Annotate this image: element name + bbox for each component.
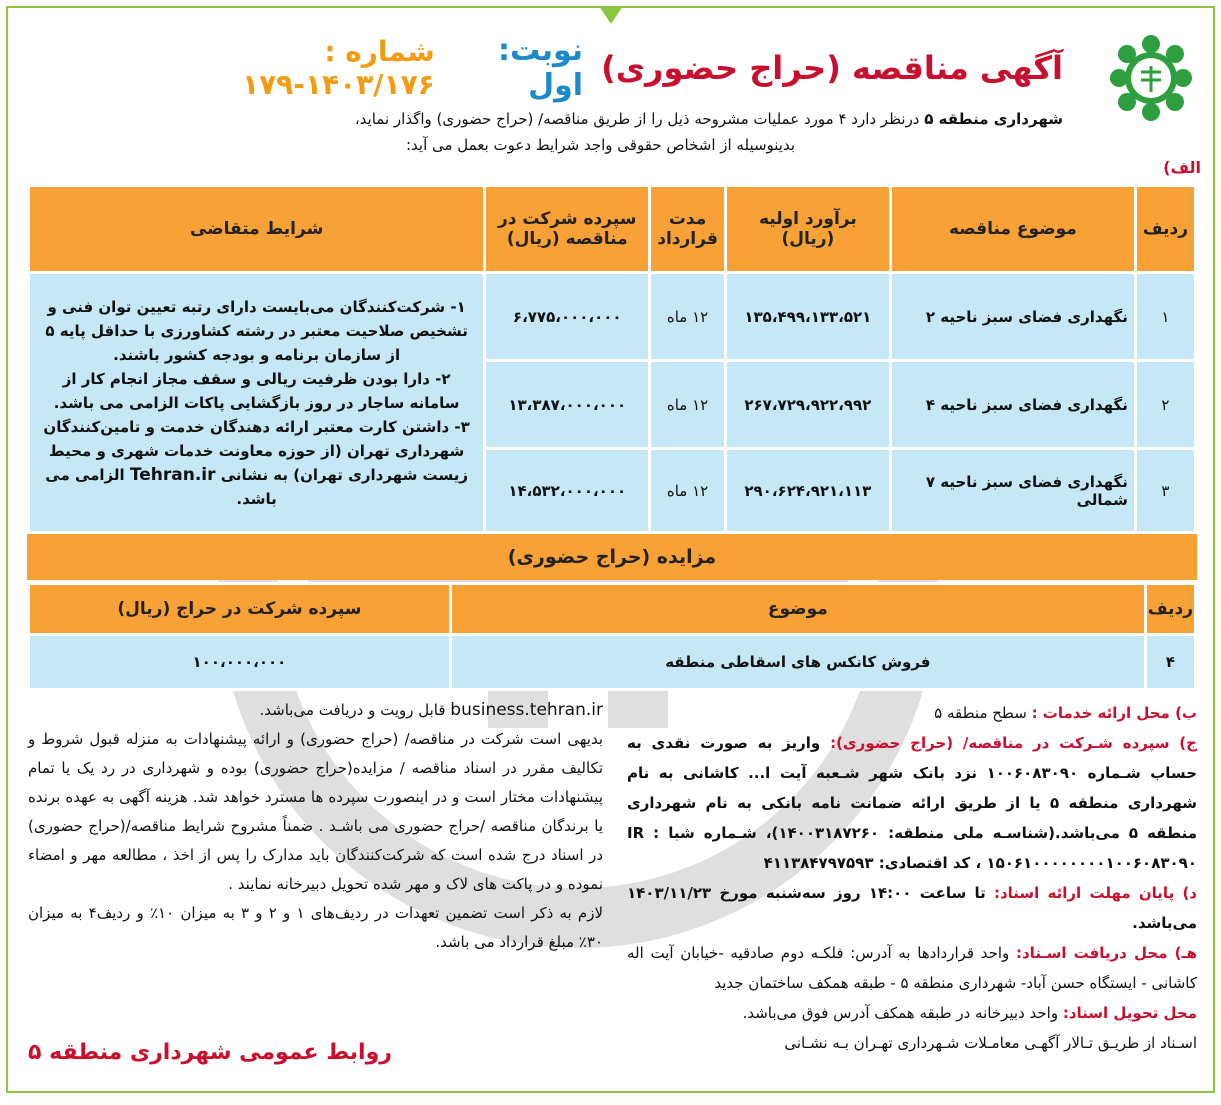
org-name: شهرداری منطقه ۵ (924, 110, 1063, 128)
tehran-ir-link: Tehran.ir (129, 464, 216, 485)
row-number: ۱ (1135, 273, 1195, 361)
col-conditions: شرایط متقاضی (29, 186, 485, 273)
intro-line2: بدینوسیله از اشخاص حقوقی واجد شرایط دعوت بعمل می آید: (405, 136, 796, 154)
auction-title: مزایده (حراج حضوری) (27, 534, 1197, 580)
auction-table (27, 582, 1197, 691)
row-deposit: ۶،۷۷۵،۰۰۰،۰۰۰ (485, 273, 650, 361)
title-row (158, 33, 1063, 103)
turn-group (453, 33, 583, 103)
col-subject: موضوع مناقصه (890, 186, 1135, 273)
auction-row-deposit: ۱۰۰،۰۰۰،۰۰۰ (29, 635, 451, 690)
row-estimate: ۲۹۰،۶۲۴،۹۲۱،۱۱۳ (725, 449, 890, 533)
turn-label: نوبت: (497, 33, 584, 68)
auction-row-subject: فروش کانکس های اسقاطی منطقه (450, 635, 1145, 690)
row-duration: ۱۲ ماه (650, 273, 726, 361)
col-duration: مدت قرارداد (650, 186, 726, 273)
details-left (28, 696, 603, 957)
row-duration: ۱۲ ماه (650, 449, 726, 533)
row-subject: نگهداری فضای سبز ناحیه ۲ (890, 273, 1135, 361)
condition-2: ۲- دارا بودن ظرفیت ریالی و سقف مجاز انجام کار از سامانه ساجار در روز بازگشایی پاکات الزامی می باشد. (53, 369, 460, 412)
number-group (158, 35, 435, 101)
top-marker (599, 6, 623, 24)
condition-3: ۳- داشتن کارت معتبر ارائه دهندگان خدمت و تامین‌کنندگان شهرداری تهران (از حوزه معاونت خدمات شهری و محیط زیست شهرداری تهران) به نشانی Tehran.ir الزامی می باشد. (43, 417, 470, 508)
tender-notice (6, 6, 1215, 1093)
conditions-cell (29, 273, 485, 533)
service-location: ب) محل ارائه خدمات : سطح منطقه ۵ (934, 704, 1197, 722)
intro-line1: درنظر دارد ۴ مورد عملیات مشروحه ذیل را از طریق مناقصه/ (حراج حضوری) واگذار نماید، (354, 110, 925, 128)
col-row: ردیف (1135, 186, 1195, 273)
auction-col-deposit: سپرده شرکت در حراج (ریال) (29, 584, 451, 635)
details-right (627, 698, 1197, 1058)
col-deposit: سپرده شرکت در مناقصه (ریال) (485, 186, 650, 273)
number-label: شماره : (324, 35, 435, 68)
deadline: د) پایان مهلت ارائه اسناد: تا ساعت ۱۴:۰۰ روز سه‌شنبه مورخ ۱۴۰۳/۱۱/۲۳ می‌باشد. (627, 884, 1197, 932)
row-subject: نگهداری فضای سبز ناحیه ۴ (890, 361, 1135, 449)
section-a-label: الف) (1163, 158, 1201, 177)
auction-row-number: ۴ (1145, 635, 1195, 690)
terms-paragraph: بدیهی است شرکت در مناقصه/ (حراج حضوری) و ارائه پیشنهادات به منزله قبول شروط و تکالیف مقرر در اسناد مناقصه / مزایده(حراج حضوری) بوده و شهرداری در رد یک یا تمام پیشنهادات مختار است و در اینصورت سپرده ها مسترد خواهد شد. هزینه آگهی به عهده برنده یا برندگان مناقصه /حراج حضوری می باشـد . ضمناً مشروح شرایط مناقصه/(حراج حضوری) در اسناد درج شده است که شرکت‌کنندگان باید مدارک را پس از اخذ ، مطالعه مهر و امضاء نموده و در پاکت های لاک و مهر شده تحویل دبیرخانه نمایند . (28, 730, 603, 893)
row-estimate: ۱۳۵،۴۹۹،۱۳۳،۵۲۱ (725, 273, 890, 361)
row-duration: ۱۲ ماه (650, 361, 726, 449)
table-row (29, 635, 1196, 690)
row-deposit: ۱۳،۳۸۷،۰۰۰،۰۰۰ (485, 361, 650, 449)
row-number: ۳ (1135, 449, 1195, 533)
auction-col-row: ردیف (1145, 584, 1195, 635)
tender-table (27, 184, 1197, 534)
document-pickup: هـ) محل دریافت اسـناد: واحد قراردادها به آدرس: فلکـه دوم صادقیه -خیابان آیت اله کاشانی - ایستگاه حسن آباد- شهرداری منطقه ۵ - طبقه همکف ساختمان جدید (627, 944, 1197, 992)
col-estimate: برآورد اولیه (ریال) (725, 186, 890, 273)
auction-header-row (29, 584, 1196, 635)
table-row (29, 273, 1196, 361)
tender-header-row (29, 186, 1196, 273)
business-link-line: business.tehran.ir قابل رویت و دریافت می‌باشد. (259, 700, 603, 720)
auction-col-subject: موضوع (450, 584, 1145, 635)
tehran-municipality-logo (1107, 30, 1195, 126)
notice-title: آگهی مناقصه (حراج حضوری) (601, 49, 1063, 87)
row-deposit: ۱۴،۵۳۲،۰۰۰،۰۰۰ (485, 449, 650, 533)
row-estimate: ۲۶۷،۷۲۹،۹۲۲،۹۹۲ (725, 361, 890, 449)
documents-source: اسـناد از طریـق تـالار آگهـی معامـلات شـهرداری تهـران بـه نشـانی (784, 1034, 1197, 1052)
condition-1: ۱- شرکت‌کنندگان می‌بایست دارای رتبه تعیین توان فنی و تشخیص صلاحیت معتبر در رشته کشاورزی با حداقل پایه ۵ از سازمان برنامه و بودجه کشور باشند. (45, 297, 468, 364)
footer-signature: روابط عمومی شهرداری منطقه ۵ (28, 1040, 392, 1065)
intro-text (138, 106, 1063, 158)
number-value: ۱۷۹-۱۴۰۳/۱۷۶ (242, 68, 435, 101)
row-number: ۲ (1135, 361, 1195, 449)
business-link[interactable]: business.tehran.ir (450, 700, 603, 720)
turn-value: اول (528, 68, 584, 103)
row-subject: نگهداری فضای سبز ناحیه ۷ شمالی (890, 449, 1135, 533)
deposit-details: ج) سپرده شـرکت در مناقصه/ (حراج حضوری): واریز به صورت نقدی به حساب شـماره ۱۰۰۶۰۸۳۰۹۰ نزد بانک شهر شـعبه آیت ا... کاشانی به نام شهرداری منطقه ۵ یا از طریق ارائه ضمانت نامه بانکی به نام شهرداری منطقه ۵ می‌باشد.(شناسـه ملی منطقه: ۱۴۰۰۳۱۸۷۲۶۰)، شـماره شبا : IR ۱۵۰۶۱۰۰۰۰۰۰۰۰۱۰۰۶۰۸۳۰۹۰ ، کد اقتصادی: ۴۱۱۳۸۴۷۹۷۵۹۳ (627, 734, 1197, 872)
guarantee-paragraph: لازم به ذکر است تضمین تعهدات در ردیف‌های ۱ و ۲ و ۳ به میزان ۱۰٪ و ردیف۴ به میزان ۳۰٪ مبلغ قرارداد می باشد. (28, 904, 604, 951)
document-delivery: محل تحویل اسناد: واحد دبیرخانه در طبقه همکف آدرس فوق می‌باشد. (742, 1004, 1197, 1022)
